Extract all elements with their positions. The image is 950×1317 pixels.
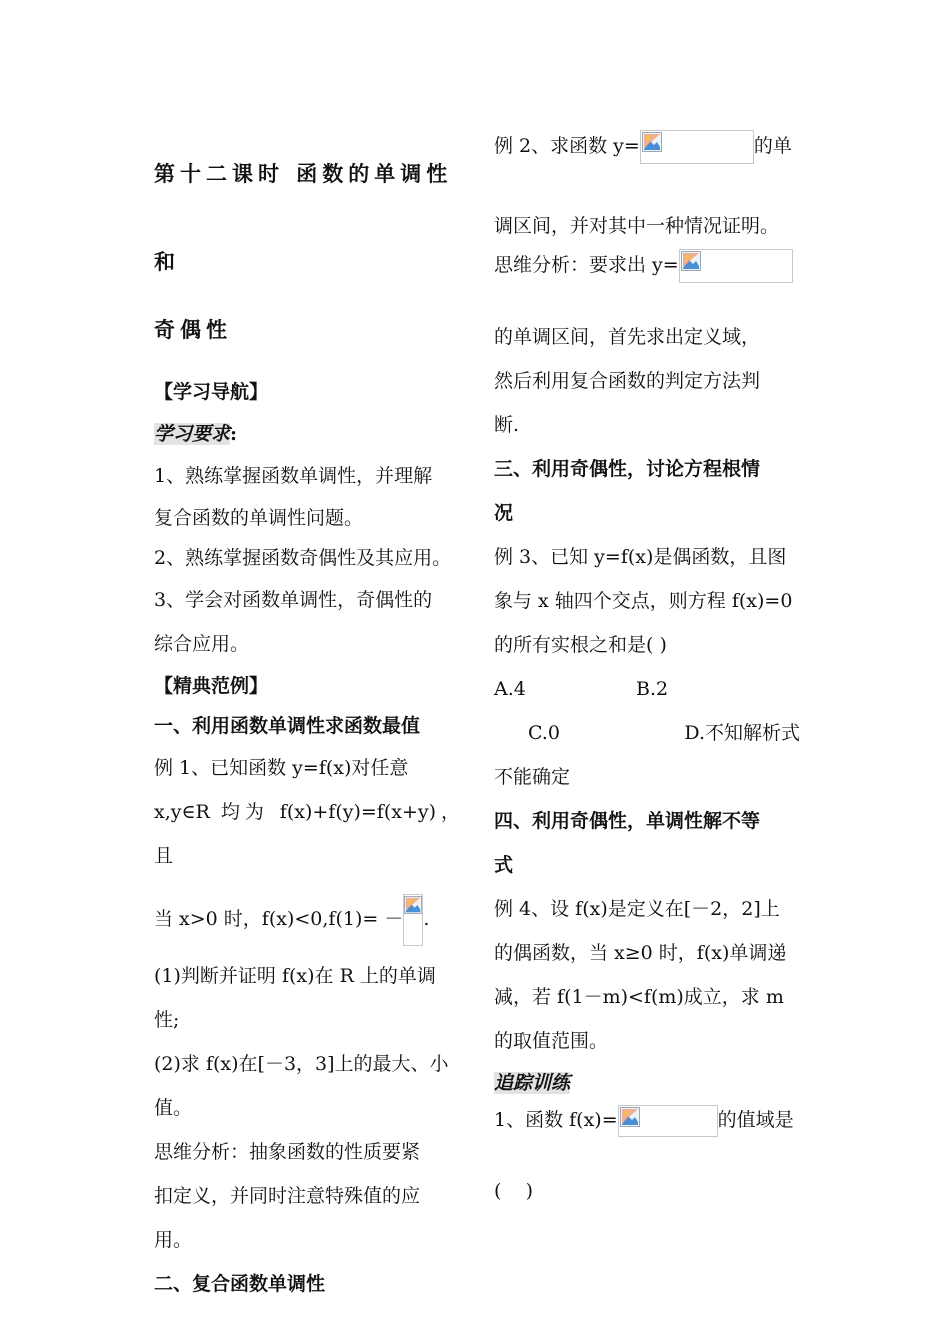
req-3-line-a: 3、学会对函数单调性，奇偶性的 [154, 589, 433, 611]
option-d: D.不知解析式 [684, 722, 800, 744]
training-1-pre: 1、函数 f(x)= [494, 1109, 618, 1131]
broken-image-icon [681, 251, 701, 271]
analysis-1-line-b: 扣定义，并同时注意特殊值的应 [154, 1185, 421, 1207]
section-2-heading: 二、复合函数单调性 [154, 1273, 326, 1295]
formula-image-placeholder-2 [679, 249, 793, 283]
right-column [494, 130, 800, 1213]
options-row-1 [494, 667, 800, 711]
analysis-2-line-a [494, 248, 800, 283]
example-1-q1-line-b: 性; [154, 1009, 180, 1031]
requirements-label-text: 学习要求 [154, 423, 231, 445]
example-1-q2-line-a: (2)求 f(x)在[－3，3]上的最大、小 [154, 1053, 449, 1075]
training-1-post: 的值域是 [717, 1109, 794, 1131]
example-1-line-a: 例 1、已知函数 y=f(x)对任意 [154, 757, 409, 779]
example-1-line-c-end: . [423, 908, 430, 930]
req-1-line-b: 复合函数的单调性问题。 [154, 507, 364, 529]
option-b: B.2 [636, 678, 669, 700]
example-2-line-a-pre: 例 2、求函数 y= [494, 135, 640, 157]
section-1-heading: 一、利用函数单调性求函数最值 [154, 715, 421, 737]
example-1-line-c-text: 当 x>0 时，f(x)<0,f(1)= － [154, 908, 404, 930]
section-3-heading-line-b: 况 [494, 502, 514, 524]
section-4-heading-line-a: 四、利用奇偶性，单调性解不等 [494, 810, 761, 832]
formula-image-placeholder-1 [640, 130, 754, 164]
req-3-line-b: 综合应用。 [154, 633, 250, 655]
example-2-line-a [494, 130, 800, 164]
example-3-line-c: 的所有实根之和是( ) [494, 634, 667, 656]
analysis-1-line-c: 用。 [154, 1229, 193, 1251]
nav-heading: 【学习导航】 [154, 381, 269, 403]
analysis-2-line-c: 然后利用复合函数的判定方法判 [494, 370, 761, 392]
example-4-line-a: 例 4、设 f(x)是定义在[－2，2]上 [494, 898, 780, 920]
example-1-line-c [154, 884, 460, 954]
analysis-2-line-d: 断. [494, 414, 520, 436]
requirements-label [154, 414, 460, 454]
example-4-line-d: 的取值范围。 [494, 1030, 609, 1052]
broken-image-icon [620, 1107, 640, 1127]
options-row-2 [494, 711, 800, 755]
training-label-text: 追踪训练 [494, 1072, 571, 1094]
example-4-line-c: 减，若 f(1－m)<f(m)成立，求 m [494, 986, 784, 1008]
training-label [494, 1063, 800, 1103]
fraction-image-placeholder [403, 894, 423, 946]
example-1-line-b: x,y∈R 均为 f(x)+f(y)=f(x+y)， 且 [154, 801, 460, 867]
section-4-heading-line-b: 式 [494, 854, 514, 876]
lesson-title-line1: 第十二课时 函数的单调性和 [154, 161, 453, 274]
example-2-line-b: 调区间，并对其中一种情况证明。 [494, 215, 780, 237]
section-3-heading-line-a: 三、利用奇偶性，讨论方程根情 [494, 458, 761, 480]
option-d-continued: 不能确定 [494, 766, 571, 788]
req-2: 2、熟练掌握函数奇偶性及其应用。 [154, 547, 452, 569]
analysis-2-line-a-pre: 思维分析：要求出 y= [494, 254, 679, 276]
req-1-line-a: 1、熟练掌握函数单调性，并理解 [154, 465, 433, 487]
example-3-line-b: 象与 x 轴四个交点，则方程 f(x)=0 [494, 590, 793, 612]
analysis-2-line-b: 的单调区间，首先求出定义域， [494, 326, 761, 348]
option-c: C.0 [528, 722, 560, 744]
example-3-line-a: 例 3、已知 y=f(x)是偶函数，且图 [494, 546, 787, 568]
examples-heading: 【精典范例】 [154, 675, 269, 697]
training-1-line-a [494, 1103, 800, 1137]
analysis-1-line-a: 思维分析：抽象函数的性质要紧 [154, 1141, 421, 1163]
example-1-q2-line-b: 值。 [154, 1097, 193, 1119]
example-1-q1-line-a: (1)判断并证明 f(x)在 R 上的单调 [154, 965, 436, 987]
option-a: A.4 [494, 678, 526, 700]
example-4-line-b: 的偶函数，当 x≥0 时，f(x)单调递 [494, 942, 787, 964]
example-2-line-a-post: 的单 [753, 135, 792, 157]
broken-image-icon [404, 896, 422, 914]
formula-image-placeholder-3 [618, 1105, 718, 1137]
left-column [154, 130, 460, 1306]
requirements-colon: : [230, 423, 238, 445]
lesson-title-line2: 奇偶性 [154, 317, 232, 342]
training-1-paren: ( ) [494, 1180, 533, 1202]
broken-image-icon [642, 132, 662, 152]
